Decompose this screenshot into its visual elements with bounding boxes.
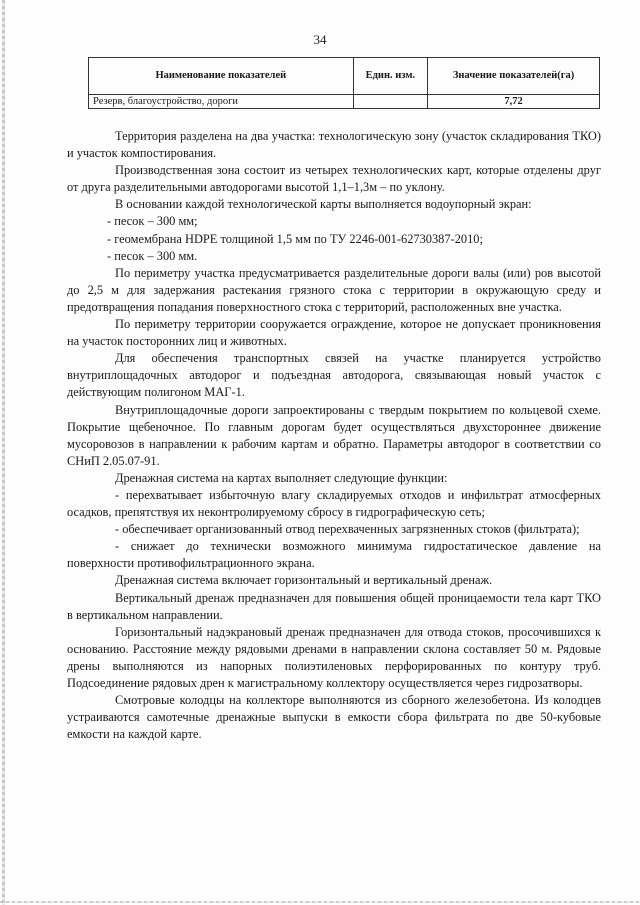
paragraph: Территория разделена на два участка: технологическую зону (участок складирования ТКО) и участок компостирования.	[67, 129, 601, 161]
paragraph: По периметру участка предусматривается разделительные дороги валы (или) ров высотой до 2,5 м для задержания растекания грязного стока с территории в окружающую среду и предотвращения попадания поверхностного стока с территорий, расположенных вне участка.	[67, 265, 601, 314]
scan-bottom-edge	[0, 901, 640, 903]
paragraph: По периметру территории сооружается ограждение, которое не допускает проникновения на участок посторонних лиц и животных.	[67, 317, 601, 349]
paragraph: Вертикальный дренаж предназначен для повышения общей проницаемости тела карт ТКО в вертикальном направлении.	[67, 590, 601, 622]
list-item: - перехватывает избыточную влагу складируемых отходов и инфильтрат атмосферных осадков, препятствуя их неконтролируемому сбросу в гидрографическую сеть;	[67, 487, 601, 520]
paragraph: Дренажная система включает горизонтальный и вертикальный дренаж.	[115, 573, 493, 588]
list-item: - геомембрана HDPE толщиной 1,5 мм по ТУ 2246-001-62730387-2010;	[107, 231, 483, 246]
table-header-row	[89, 58, 600, 95]
paragraph: Дренажная система на картах выполняет следующие функции:	[115, 470, 448, 485]
table-row	[89, 95, 600, 109]
paragraph: Смотровые колодцы на коллекторе выполняются из сборного железобетона. Из колодцев устраиваются самотечные дренажные выпуски в емкости сбора фильтрата по две 50-кубовые емкости на каждой карте.	[67, 693, 601, 742]
table-header-name: Наименование показателей	[89, 58, 354, 95]
list-item: - снижает до технически возможного минимума гидростатическое давление на поверхности противофильтрационного экрана.	[67, 539, 601, 571]
paragraph: Производственная зона состоит из четырех технологических карт, которые отделены друг от друга разделительными автодорогами высотой 1,1–1,3м – по уклону.	[67, 163, 601, 195]
paragraph: Внутриплощадочные дороги запроектированы с твердым покрытием по кольцевой схеме. Покрытие щебеночное. По главным дорогам будет осуществляться двухстороннее движение мусоровозов в направлении к рабочим картам и обратно. Параметры автодорог в соответствии со СНиП 2.05.07-91.	[67, 402, 601, 468]
list-item: - песок – 300 мм;	[107, 214, 198, 229]
paragraph: Горизонтальный надэкрановый дренаж предназначен для отвода стоков, просочившихся к основанию. Расстояние между рядовыми дренами в направлении склона составляет 50 м. Рядовые дрены выполняются из напорных полиэтиленовых перфорированных по контуру труб. Подсоединение рядовых дрен к магистральному коллектору осуществляется через гидрозатворы.	[67, 624, 601, 690]
list-item: - песок – 300 мм.	[107, 248, 198, 263]
indicators-table	[88, 57, 600, 109]
page-number: 34	[313, 32, 327, 47]
table-header-value: Значение показателей(га)	[428, 58, 600, 95]
body-text	[67, 128, 601, 743]
paragraph: В основании каждой технологической карты выполняется водоупорный экран:	[115, 197, 532, 212]
list-item: - обеспечивает организованный отвод перехваченных загрязненных стоков (фильтрата);	[115, 522, 580, 537]
table-cell-name: Резерв, благоустройство, дороги	[89, 95, 354, 109]
table-cell-unit	[353, 95, 427, 109]
table-cell-value: 7,72	[428, 95, 600, 109]
table-header-unit: Един. изм.	[353, 58, 427, 95]
scan-left-edge	[2, 0, 5, 905]
paragraph: Для обеспечения транспортных связей на участке планируется устройство внутриплощадочных автодорог и подъездная автодорога, связывающая новый участок с действующим полигоном МАГ-1.	[67, 351, 601, 400]
